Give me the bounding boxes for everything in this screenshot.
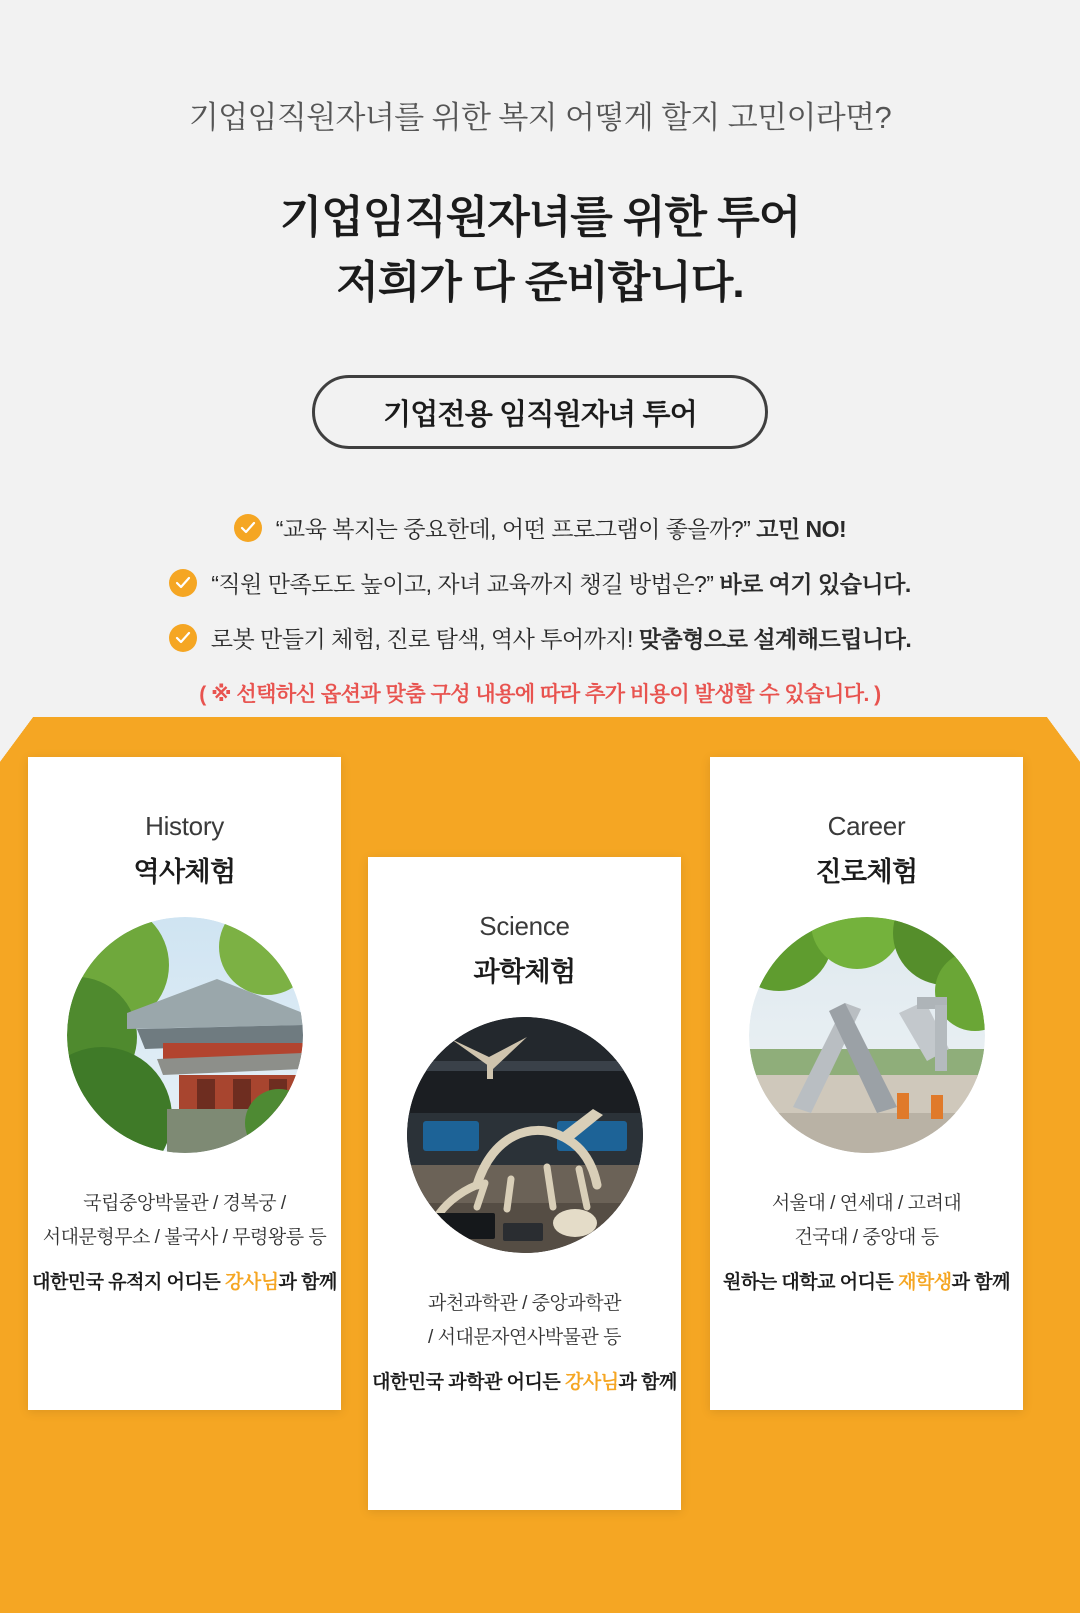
headline-line-2: 저희가 다 준비합니다. <box>336 258 744 308</box>
card-desc-line-2: 서대문형무소 / 불국사 / 무령왕릉 등 <box>42 1226 327 1248</box>
check-circle-icon <box>234 514 262 542</box>
card-footnote: 원하는 대학교 어디든 재학생과 함께 <box>723 1271 1010 1293</box>
card-title-en: Science <box>479 911 570 941</box>
card-desc-line-1: 서울대 / 연세대 / 고려대 <box>771 1193 962 1214</box>
list-item-text: “직원 만족도도 높이고, 자녀 교육까지 챙길 방법은?” 바로 여기 있습니다. <box>211 571 911 598</box>
benefit-list <box>0 511 1080 654</box>
headline-line-1: 기업임직원자녀를 위한 투어 <box>279 193 801 242</box>
list-item-text: “교육 복지는 중요한데, 어떤 프로그램이 좋을까?” 고민 NO! <box>275 516 847 543</box>
page-title <box>0 185 1080 315</box>
card-history[interactable] <box>28 757 341 1410</box>
list-item <box>169 621 912 654</box>
check-circle-icon <box>169 569 197 597</box>
card-desc-line-2: / 서대문자연사박물관 등 <box>428 1326 621 1348</box>
card-description <box>710 1187 1023 1255</box>
corporate-tour-button[interactable]: 기업전용 임직원자녀 투어 <box>312 375 768 449</box>
program-card-list <box>0 757 1080 1557</box>
card-title-en: History <box>145 811 224 841</box>
card-science[interactable] <box>368 857 681 1510</box>
card-desc-line-1: 국립중앙박물관 / 경복궁 / <box>83 1193 286 1214</box>
card-desc-line-1: 과천과학관 / 중앙과학관 <box>428 1293 621 1314</box>
card-title-ko: 과학체험 <box>473 957 576 987</box>
card-footnote: 대한민국 유적지 어디든 강사님과 함께 <box>32 1271 337 1293</box>
card-title-ko: 역사체험 <box>133 857 236 887</box>
hero-eyebrow: 기업임직원자녀를 위한 복지 어떻게 할지 고민이라면? <box>188 100 892 135</box>
card-career[interactable] <box>710 757 1023 1410</box>
card-title-ko: 진로체험 <box>815 857 918 887</box>
card-description <box>28 1187 341 1255</box>
palace-photo <box>67 917 303 1153</box>
hero-section <box>0 0 1080 745</box>
campus-sculpture-photo <box>749 917 985 1153</box>
card-footnote: 대한민국 과학관 어디든 강사님과 함께 <box>372 1371 677 1393</box>
list-item <box>234 511 846 544</box>
check-circle-icon <box>169 624 197 652</box>
card-desc-line-2: 건국대 / 중앙대 등 <box>794 1226 939 1248</box>
card-description <box>368 1287 681 1355</box>
list-item <box>169 566 911 599</box>
extra-cost-notice: ( ※ 선택하신 옵션과 맞춤 구성 내용에 따라 추가 비용이 발생할 수 있습니다. ) <box>199 683 881 707</box>
list-item-text: 로봇 만들기 체험, 진로 탐색, 역사 투어까지! 맞춤형으로 설계해드립니다. <box>210 626 912 653</box>
pill-button-wrap <box>0 375 1080 449</box>
dinosaur-museum-photo <box>407 1017 643 1253</box>
card-title-en: Career <box>827 811 906 841</box>
